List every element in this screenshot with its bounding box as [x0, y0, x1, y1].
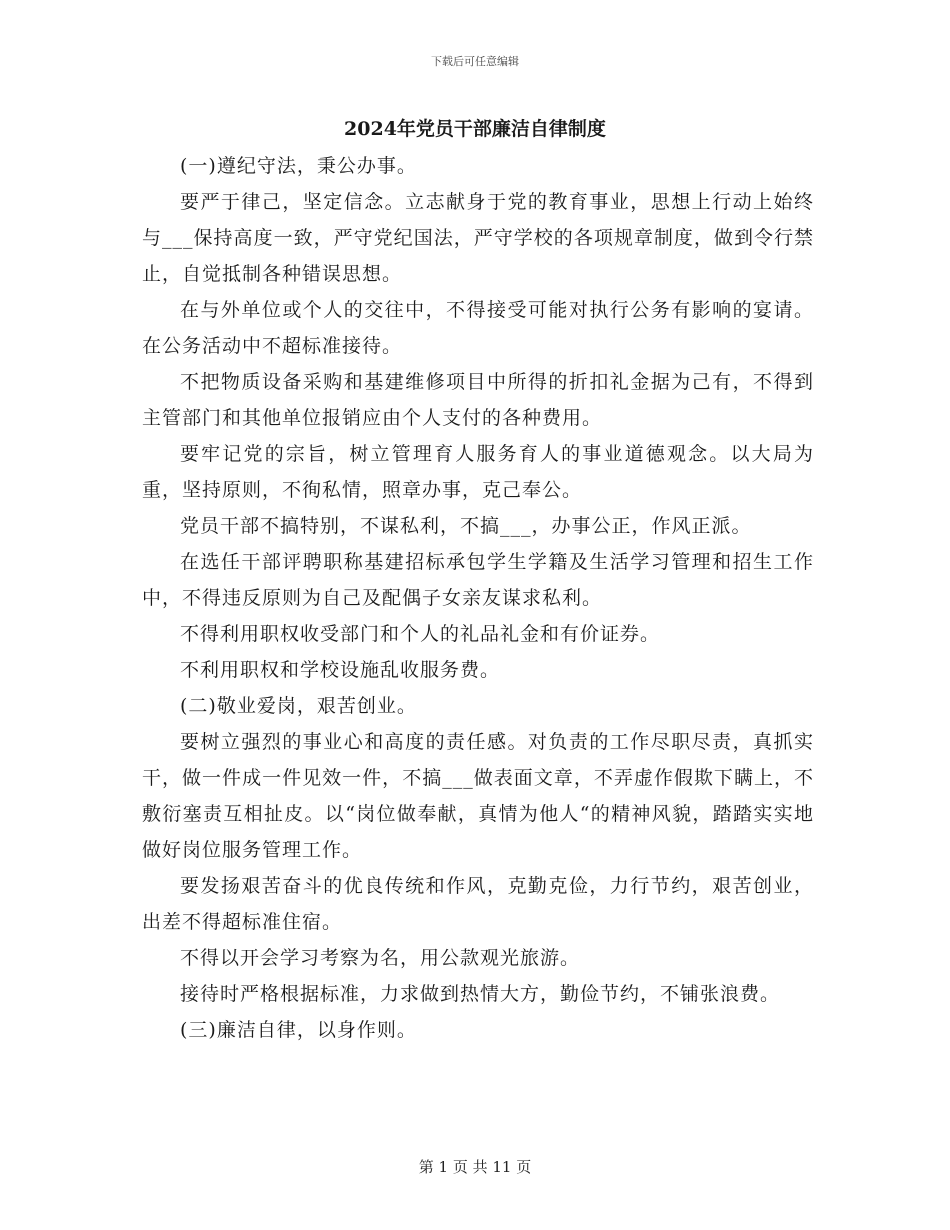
paragraph: 接待时严格根据标准，力求做到热情大方，勤俭节约，不铺张浪费。 — [180, 983, 781, 1005]
paragraph: 在选任干部评聘职称基建招标承包学生学籍及生活学习管理和招生工作中，不得违反原则为自己及配偶子女亲友谋求私利。 — [142, 551, 814, 609]
paragraph: 不利用职权和学校设施乱收服务费。 — [180, 659, 501, 681]
page-number: 第 1 页 共 11 页 — [418, 1158, 532, 1176]
paragraph: 不得利用职权收受部门和个人的礼品礼金和有价证券。 — [180, 623, 661, 645]
paragraph: 不把物质设备采购和基建维修项目中所得的折扣礼金据为己有，不得到主管部门和其他单位报销应由个人支付的各种费用。 — [142, 371, 814, 429]
paragraph: 党员干部不搞特别，不谋私利，不搞___，办事公正，作风正派。 — [180, 515, 752, 537]
paragraph: 在与外单位或个人的交往中，不得接受可能对执行公务有影响的宴请。在公务活动中不超标准接待。 — [142, 299, 814, 357]
document-title: 2024年党员干部廉洁自律制度 — [344, 118, 606, 140]
paragraph: 不得以开会学习考察为名，用公款观光旅游。 — [180, 947, 581, 969]
paragraph: 要严于律己，坚定信念。立志献身于党的教育事业，思想上行动上始终与___保持高度一致，严守党纪国法，严守学校的各项规章制度，做到令行禁止，自觉抵制各种错误思想。 — [142, 191, 814, 285]
section-heading-2: (二)敬业爱岗，艰苦创业。 — [180, 695, 417, 717]
paragraph: 要牢记党的宗旨，树立管理育人服务育人的事业道德观念。以大局为重，坚持原则，不徇私情，照章办事，克己奉公。 — [142, 443, 814, 501]
section-heading-3: (三)廉洁自律，以身作则。 — [180, 1019, 417, 1041]
paragraph: 要树立强烈的事业心和高度的责任感。对负责的工作尽职尽责，真抓实干，做一件成一件见效一件，不搞___做表面文章，不弄虚作假欺下瞒上，不敷衍塞责互相扯皮。以“岗位做奉献，真情为他人“的精神风貌，踏踏实实地做好岗位服务管理工作。 — [142, 731, 814, 861]
page-header-note: 下载后可任意编辑 — [431, 55, 519, 68]
document-body — [142, 148, 814, 1048]
section-heading-1: (一)遵纪守法，秉公办事。 — [180, 155, 417, 177]
paragraph: 要发扬艰苦奋斗的优良传统和作风，克勤克俭，力行节约，艰苦创业，出差不得超标准住宿。 — [142, 875, 814, 933]
